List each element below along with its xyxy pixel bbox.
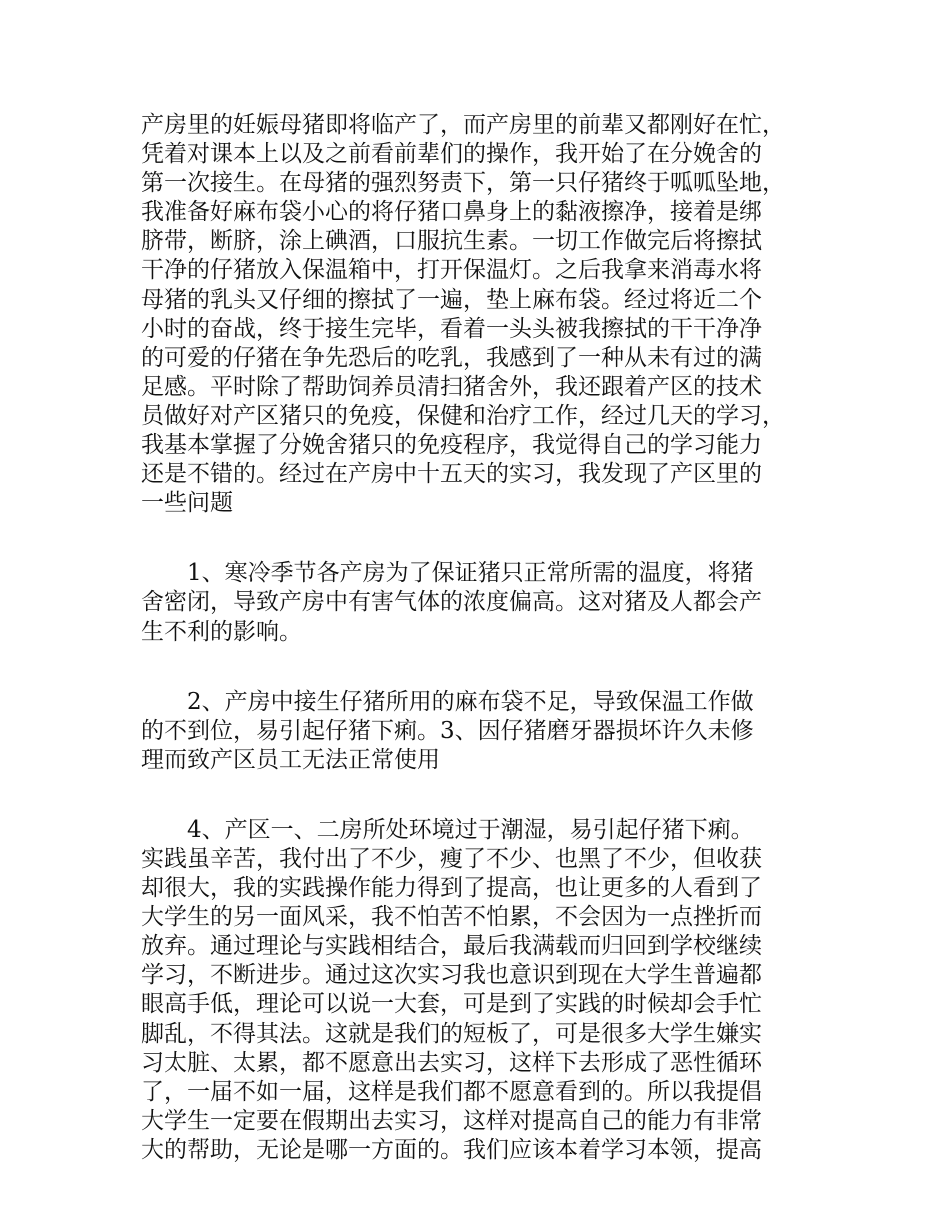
text-line: 干净的仔猪放入保温箱中，打开保温灯。之后我拿来消毒水将 (141, 257, 762, 284)
text-line: 小时的奋战，终于接生完毕，看着一头头被我擦拭的干干净净 (141, 315, 762, 342)
text-line: 凭着对课本上以及之前看前辈们的操作，我开始了在分娩舍的 (141, 141, 762, 168)
paragraph-4 (141, 816, 821, 1165)
text-line: 大学生一定要在假期出去实习，这样对提高自己的能力有非常 (141, 1107, 762, 1134)
text-line: 我准备好麻布袋小心的将仔猪口鼻身上的黏液擦净，接着是绑 (141, 199, 762, 226)
text-line: 1、寒冷季节各产房为了保证猪只正常所需的温度，将猪 (187, 560, 754, 587)
paragraph-1 (141, 111, 821, 518)
text-line: 生不利的影响。 (141, 618, 302, 645)
paragraph-2 (141, 559, 821, 646)
text-line: 一些问题 (141, 490, 233, 517)
text-line: 足感。平时除了帮助饲养员清扫猪舍外，我还跟着产区的技术 (141, 373, 762, 400)
text-line: 实践虽辛苦，我付出了不少，瘦了不少、也黑了不少，但收获 (141, 845, 762, 872)
text-line: 母猪的乳头又仔细的擦拭了一遍，垫上麻布袋。经过将近二个 (141, 286, 762, 313)
text-line: 的不到位，易引起仔猪下痢。3、因仔猪磨牙器损坏许久未修 (141, 717, 754, 744)
paragraph-spacer (141, 647, 821, 688)
text-line: 2、产房中接生仔猪所用的麻布袋不足，导致保温工作做 (187, 688, 754, 715)
text-line: 舍密闭，导致产房中有害气体的浓度偏高。这对猪及人都会产 (141, 589, 762, 616)
text-line: 脐带，断脐，涂上碘酒，口服抗生素。一切工作做完后将擦拭 (141, 228, 762, 255)
text-line: 的可爱的仔猪在争先恐后的吃乳，我感到了一种从未有过的满 (141, 344, 762, 371)
text-line: 理而致产区员工无法正常使用 (141, 746, 440, 773)
text-line: 第一次接生。在母猪的强烈努责下，第一只仔猪终于呱呱坠地， (141, 170, 785, 197)
text-line: 大的帮助，无论是哪一方面的。我们应该本着学习本领，提高 (141, 1136, 762, 1163)
text-line: 了，一届不如一届，这样是我们都不愿意看到的。所以我提倡 (141, 1078, 762, 1105)
text-line: 脚乱，不得其法。这就是我们的短板了，可是很多大学生嫌实 (141, 1020, 762, 1047)
text-line: 大学生的另一面风采，我不怕苦不怕累，不会因为一点挫折而 (141, 904, 762, 931)
text-line: 学习，不断进步。通过这次实习我也意识到现在大学生普遍都 (141, 962, 762, 989)
text-line: 我基本掌握了分娩舍猪只的免疫程序，我觉得自己的学习能力 (141, 432, 762, 459)
text-line: 却很大，我的实践操作能力得到了提高，也让更多的人看到了 (141, 875, 762, 902)
text-line: 产房里的妊娠母猪即将临产了，而产房里的前辈又都刚好在忙， (141, 112, 785, 138)
paragraph-spacer (141, 775, 821, 816)
paragraph-3 (141, 688, 821, 775)
text-line: 眼高手低，理论可以说一大套，可是到了实践的时候却会手忙 (141, 991, 762, 1018)
document-body (141, 111, 821, 1165)
text-line: 还是不错的。经过在产房中十五天的实习，我发现了产区里的 (141, 461, 762, 488)
paragraph-spacer (141, 518, 821, 559)
text-line: 员做好对产区猪只的免疫，保健和治疗工作，经过几天的学习， (141, 402, 785, 429)
text-line: 放弃。通过理论与实践相结合，最后我满载而归回到学校继续 (141, 933, 762, 960)
text-line: 习太脏、太累，都不愿意出去实习，这样下去形成了恶性循环 (141, 1049, 762, 1076)
text-line: 4、产区一、二房所处环境过于潮湿，易引起仔猪下痢。 (187, 816, 754, 843)
